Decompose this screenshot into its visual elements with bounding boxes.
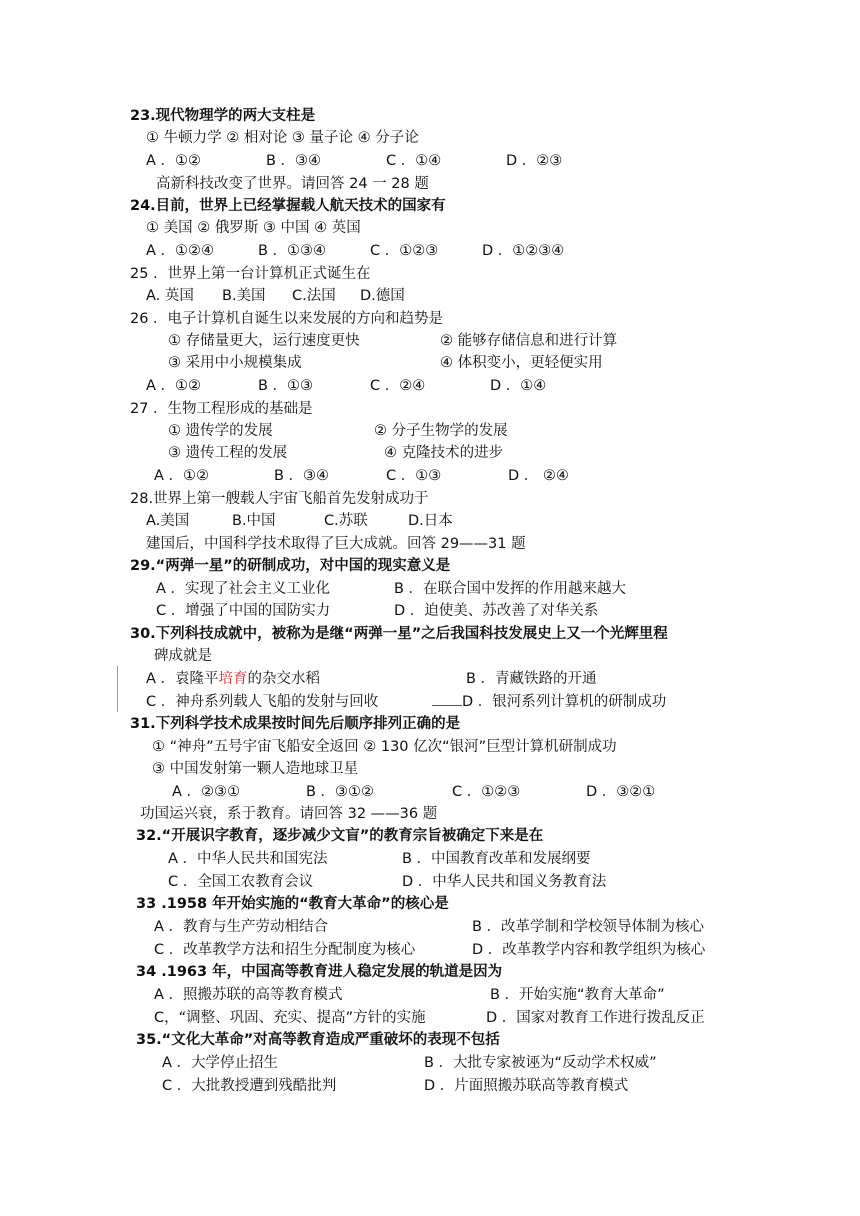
q27-option-a: A ．①② [154, 468, 210, 484]
q34-option-b: B ．开始实施“教育大革命” [490, 987, 665, 1003]
q26-option-a: A ．①② [146, 378, 202, 394]
q24-option-c: C ．①②③ [370, 243, 439, 259]
q26-item-3: ③ 采用中小规模集成 [168, 355, 302, 371]
q33-option-a: A ．教育与生产劳动相结合 [154, 919, 329, 935]
q24-option-b: B ．①③④ [258, 243, 327, 259]
q26-stem: 26 ．电子计算机自诞生以来发展的方向和趋势是 [130, 311, 444, 327]
q27-option-c: C ．①③ [386, 468, 442, 484]
q25-stem: 25 ．世界上第一台计算机正式诞生在 [130, 266, 371, 282]
red-underline-mark [432, 693, 462, 706]
q35-option-a: A ．大学停止招生 [162, 1055, 279, 1071]
q29-stem: 29.“两弹一星”的研制成功，对中国的现实意义是 [130, 558, 451, 574]
q28-option-c: C.苏联 [324, 513, 368, 529]
q25-option-a: A. 英国 [146, 288, 194, 304]
q30-option-a [146, 669, 320, 689]
q29-option-b: B ．在联合国中发挥的作用越来越大 [394, 581, 627, 597]
q24-option-a: A ．①②④ [146, 243, 215, 259]
q33-option-b: B ．改革学制和学校领导体制为核心 [472, 919, 705, 935]
q27-option-b: B ．③④ [274, 468, 330, 484]
q30-stem: 30.下列科技成就中，被称为是继“两弹一星”之后我国科技发展史上又一个光辉里程 [130, 626, 668, 642]
q27-item-4: ④ 克隆技术的进步 [384, 445, 504, 461]
q23-option-a: A ．①② [146, 153, 202, 169]
q31-option-d: D ．③②① [586, 784, 656, 800]
q23-option-d: D ．②③ [506, 153, 563, 169]
q26-option-d: D ．①④ [490, 378, 547, 394]
q31-items-1-2: ① “神舟”五号宇宙飞船安全返回 ② 130 亿次“银河”巨型计算机研制成功 [152, 739, 617, 755]
q26-item-1: ① 存储量更大，运行速度更快 [168, 333, 360, 349]
q32-stem: 32.“开展识字教育，逐步减少文盲”的教育宗旨被确定下来是在 [136, 828, 544, 844]
q28-option-d: D.日本 [408, 513, 453, 529]
q24-stem: 24.目前，世界上已经掌握载人航天技术的国家有 [130, 198, 446, 214]
q24-items: ① 美国 ② 俄罗斯 ③ 中国 ④ 英国 [146, 220, 361, 236]
q26-option-c: C ．②④ [370, 378, 426, 394]
q29-option-d: D ．迫使美、苏改善了对华关系 [394, 603, 599, 619]
q25-option-c: C.法国 [292, 288, 336, 304]
q23-items: ① 牛顿力学 ② 相对论 ③ 量子论 ④ 分子论 [146, 130, 419, 146]
q27-stem: 27 ．生物工程形成的基础是 [130, 401, 313, 417]
q34-option-d: D ．国家对教育工作进行拨乱反正 [486, 1010, 705, 1026]
intro-24-28: 高新科技改变了世界。请回答 24 一 28 题 [156, 176, 429, 192]
q29-option-c: C ．增强了中国的国防实力 [156, 603, 331, 619]
q30-stem-cont: 碑成就是 [154, 648, 212, 664]
q35-option-c: C ．大批教授遭到残酷批判 [162, 1078, 337, 1094]
q34-option-c: C，“调整、巩固、充实、提高”方针的实施 [154, 1010, 426, 1026]
q35-stem: 35.“文化大革命”对高等教育造成严重破坏的表现不包括 [136, 1032, 500, 1048]
q23-option-c: C ．①④ [386, 153, 442, 169]
q25-option-b: B.美国 [222, 288, 266, 304]
q30-option-b: B ．青藏铁路的开通 [466, 671, 597, 687]
q30-option-c: C ．神舟系列载人飞船的发射与回收 [146, 694, 379, 710]
q28-stem: 28.世界上第一艘载人宇宙飞船首先发射成功于 [130, 491, 429, 507]
q27-item-2: ② 分子生物学的发展 [374, 423, 508, 439]
q26-option-b: B ．①③ [258, 378, 314, 394]
q23-option-b: B ．③④ [266, 153, 322, 169]
q28-option-a: A.美国 [146, 513, 190, 529]
q31-option-c: C ．①②③ [452, 784, 521, 800]
q27-option-d: D ． ②④ [508, 468, 569, 484]
q32-option-a: A ．中华人民共和国宪法 [168, 851, 328, 867]
q33-option-d: D ．改革教学内容和教学组织为核心 [472, 942, 706, 958]
q33-stem: 33 .1958 年开始实施的“教育大革命”的核心是 [136, 896, 449, 912]
q32-option-c: C ．全国工农教育会议 [168, 874, 314, 890]
q30-option-a-red: 培育 [218, 671, 248, 687]
q34-option-a: A ．照搬苏联的高等教育模式 [154, 987, 343, 1003]
q25-option-d: D.德国 [360, 288, 405, 304]
intro-29-31: 建国后，中国科学技术取得了巨大成就。回答 29——31 题 [146, 536, 526, 552]
q30-option-a-post: 的杂交水稻 [247, 671, 321, 687]
intro-32-36: 功国运兴衰，系于教育。请回答 32 ——36 题 [140, 806, 438, 822]
q34-stem: 34 .1963 年，中国高等教育进人稳定发展的轨道是因为 [136, 964, 503, 980]
q33-option-c: C ．改革教学方法和招生分配制度为核心 [154, 942, 416, 958]
q30-option-d-text: D ．银河系列计算机的研制成功 [462, 694, 667, 710]
q30-option-d [432, 692, 666, 712]
revision-mark [117, 666, 118, 712]
q35-option-b: B ．大批专家被诬为“反动学术权威” [424, 1055, 657, 1071]
q35-option-d: D ．片面照搬苏联高等教育模式 [424, 1078, 629, 1094]
q31-option-b: B ．③①② [306, 784, 375, 800]
q31-stem: 31.下列科学技术成果按时间先后顺序排列正确的是 [130, 716, 461, 732]
q24-option-d: D ．①②③④ [482, 243, 565, 259]
q28-option-b: B.中国 [232, 513, 276, 529]
q26-item-4: ④ 体积变小，更轻便实用 [440, 355, 603, 371]
q32-option-b: B ．中国教育改革和发展纲要 [402, 851, 591, 867]
q27-item-3: ③ 遗传工程的发展 [168, 445, 288, 461]
q27-item-1: ① 遗传学的发展 [168, 423, 273, 439]
q29-option-a: A ．实现了社会主义工业化 [156, 581, 331, 597]
q32-option-d: D ．中华人民共和国义务教育法 [402, 874, 607, 890]
q23-stem: 23.现代物理学的两大支柱是 [130, 108, 316, 124]
q30-option-a-pre: A ．袁隆平 [146, 671, 219, 687]
q31-option-a: A ．②③① [172, 784, 241, 800]
q26-item-2: ② 能够存储信息和进行计算 [440, 333, 618, 349]
q31-item-3: ③ 中国发射第一颗人造地球卫星 [152, 761, 359, 777]
